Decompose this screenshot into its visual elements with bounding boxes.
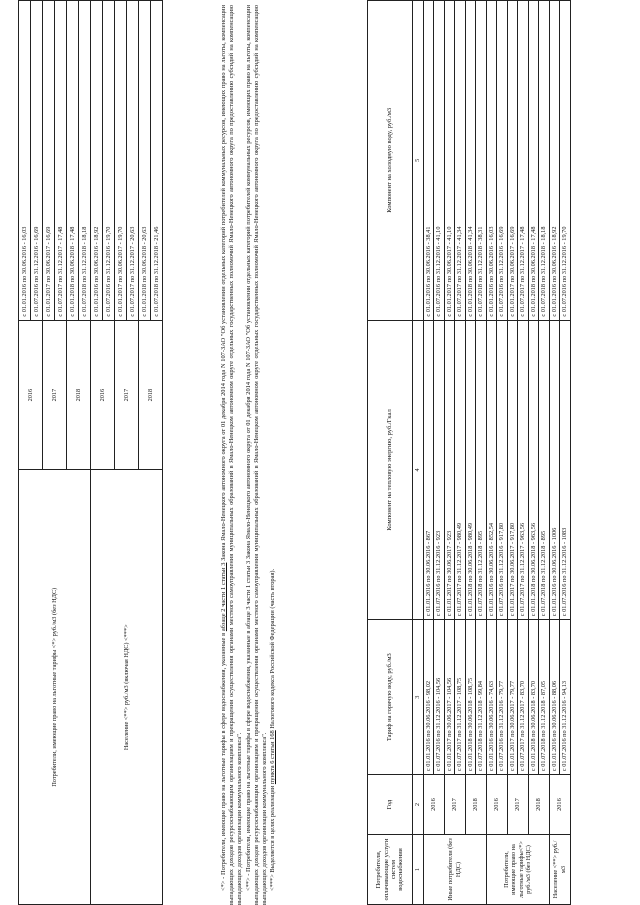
tax-code-link[interactable]: пункта 6 статьи 168 (269, 730, 277, 785)
column-header: Год (368, 775, 413, 835)
column-header: Потребители, оплачивающие услуги систем водоснабжения (368, 835, 413, 905)
cold-water-cell: с 01.01.2017 по 30.06.2017 - 41,10 (444, 1, 455, 321)
table-row (528, 1, 539, 905)
hot-water-cell: с 01.07.2016 по 31.12.2016 - 94,13 (560, 620, 571, 775)
footnote-1: <*> - Потребители, имеющие право на льготные тарифы в сфере водоснабжения, указанные в абзаце 2 части 1 статьи 3 Закона Ямало-Ненецкого автономного округа от 01 декабря 2014 года N 107-ЗАО "Об установлении отдельных категорий потребителей коммунальных ресурсов, имеющих право на льготы, компенсации выпадающих доходов ресурсоснабжающим организациям и прекращении осуществления органами местного самоуправления муниципальных образований в Ямало-Ненецком автономном округе отдельных государственных полномочий Ямало-Ненецкого автономного округа по предоставлению субсидий на компенсацию выпадающих доходов организации коммунального комплекса". (220, 5, 244, 905)
column-number: 3 (413, 620, 424, 775)
year-cell: 2018 (67, 320, 91, 470)
table-row (486, 1, 497, 905)
year-cell: 2018 (465, 775, 486, 835)
table-row (434, 1, 445, 905)
column-number-row (413, 1, 424, 905)
law-link[interactable]: абзаце 2 части 1 статьи 3 (220, 562, 227, 632)
year-cell: 2017 (507, 775, 528, 835)
table-row (497, 1, 508, 905)
table-row (19, 1, 31, 905)
cold-water-cell: с 01.01.2017 по 30.06.2017 - 16,69 (507, 1, 518, 321)
category-cell: Иные потребители (без НДС) (423, 835, 486, 905)
table-row (465, 1, 476, 905)
top-tariff-table (18, 0, 163, 905)
table-row (549, 1, 560, 905)
table-row (507, 1, 518, 905)
heat-cell: с 01.07.2017 по 31.12.2017 - 963,56 (518, 320, 529, 620)
cold-water-cell: с 01.07.2017 по 31.12.2017 - 41,34 (455, 1, 466, 321)
footnotes (220, 5, 277, 905)
heat-cell: с 01.01.2018 по 30.06.2018 - 963,56 (528, 320, 539, 620)
column-number: 4 (413, 320, 424, 620)
hot-water-cell: с 01.01.2016 по 30.06.2016 - 98,02 (423, 620, 434, 775)
cold-water-cell: с 01.07.2016 по 31.12.2016 - 41,10 (434, 1, 445, 321)
column-header: Тариф на горячую воду, руб./м3 (368, 620, 413, 775)
period-cell: с 01.07.2016 по 31.12.2016 - 16,69 (31, 1, 43, 321)
heat-cell: с 01.07.2016 по 31.12.2016 - 923 (434, 320, 445, 620)
heat-cell: с 01.01.2017 по 30.06.2017 - 923 (444, 320, 455, 620)
heat-cell: с 01.01.2018 по 30.06.2018 - 980,49 (465, 320, 476, 620)
heat-cell: с 01.07.2018 по 31.12.2018 - 895 (539, 320, 550, 620)
table-row (423, 1, 434, 905)
year-cell: 2017 (444, 775, 465, 835)
year-cell: 2016 (549, 775, 570, 835)
period-cell: с 01.01.2018 по 30.06.2018 - 20,63 (139, 1, 151, 321)
period-cell: с 01.07.2018 по 31.12.2018 - 18,18 (79, 1, 91, 321)
hot-water-cell: с 01.01.2018 по 30.06.2018 - 108,75 (465, 620, 476, 775)
category-cell: Население <**> руб./м3 (549, 835, 570, 905)
footnote-2: <**> - Потребители, имеющие право на льготные тарифы в сфере водоснабжения, указанные в абзаце 3 части 1 статьи 3 Закона Ямало-Ненецкого автономного округа от 01 декабря 2014 года N 107-ЗАО "Об установлении отдельных категорий потребителей коммунальных ресурсов, имеющих право на льготы, компенсации выпадающих доходов ресурсоснабжающим организациям и прекращении осуществления органами местного самоуправления муниципальных образований в Ямало-Ненецком автономном округе отдельных государственных полномочий Ямало-Ненецкого автономного округа по предоставлению субсидий на компенсацию выпадающих доходов организации коммунального комплекса". (244, 5, 269, 905)
heat-cell: с 01.01.2016 по 30.06.2016 - 1006 (549, 320, 560, 620)
period-cell: с 01.01.2016 по 30.06.2016 - 16,03 (19, 1, 31, 321)
cold-water-cell: с 01.01.2016 по 30.06.2016 - 16,03 (486, 1, 497, 321)
footnote-3: <***> Выделяется в целях реализации пункта 6 статьи 168 Налогового кодекса Российской Федерации (часть вторая). (269, 568, 277, 891)
column-number: 5 (413, 1, 424, 321)
year-cell: 2018 (528, 775, 549, 835)
hot-water-cell: с 01.07.2017 по 31.12.2017 - 108,75 (455, 620, 466, 775)
column-number: 1 (413, 835, 424, 905)
hot-water-cell: с 01.07.2018 по 31.12.2018 - 99,84 (476, 620, 487, 775)
heat-cell: с 01.07.2018 по 31.12.2018 - 895 (476, 320, 487, 620)
hot-water-cell: с 01.07.2017 по 31.12.2017 - 83,70 (518, 620, 529, 775)
cold-water-cell: с 01.01.2018 по 30.06.2018 - 41,34 (465, 1, 476, 321)
heat-cell: с 01.07.2017 по 31.12.2017 - 980,49 (455, 320, 466, 620)
main-tariff-table (367, 0, 571, 905)
table-row (539, 1, 550, 905)
column-header: Компонент на тепловую энергию, руб./Гкал (368, 320, 413, 620)
heat-cell: с 01.01.2016 по 30.06.2016 - 867 (423, 320, 434, 620)
table-row (455, 1, 466, 905)
column-number: 2 (413, 775, 424, 835)
period-cell: с 01.07.2018 по 31.12.2018 - 21,46 (151, 1, 163, 321)
hot-water-cell: с 01.07.2018 по 31.12.2018 - 87,05 (539, 620, 550, 775)
table-row (518, 1, 529, 905)
table-row (476, 1, 487, 905)
heat-cell: с 01.01.2017 по 30.06.2017 - 917,80 (507, 320, 518, 620)
cold-water-cell: с 01.01.2016 по 30.06.2016 - 18,92 (549, 1, 560, 321)
year-cell: 2018 (139, 320, 163, 470)
cold-water-cell: с 01.07.2017 по 31.12.2017 - 17,48 (518, 1, 529, 321)
hot-water-cell: с 01.07.2016 по 31.12.2016 - 104,56 (434, 620, 445, 775)
cold-water-cell: с 01.07.2018 по 31.12.2018 - 18,18 (539, 1, 550, 321)
category-cell: Потребители, имеющие право на льготные тарифы <*> руб./м3 (без НДС) (19, 470, 91, 905)
period-cell: с 01.01.2016 по 30.06.2016 - 18,92 (91, 1, 103, 321)
cold-water-cell: с 01.01.2016 по 30.06.2016 - 38,41 (423, 1, 434, 321)
cold-water-cell: с 01.07.2016 по 31.12.2016 - 16,69 (497, 1, 508, 321)
table-row (444, 1, 455, 905)
hot-water-cell: с 01.01.2018 по 30.06.2018 - 83,70 (528, 620, 539, 775)
year-cell: 2016 (91, 320, 115, 470)
period-cell: с 01.01.2017 по 30.06.2017 - 16,69 (43, 1, 55, 321)
table-row (560, 1, 571, 905)
period-cell: с 01.07.2017 по 31.12.2017 - 17,48 (55, 1, 67, 321)
hot-water-cell: с 01.01.2017 по 30.06.2017 - 79,77 (507, 620, 518, 775)
header-row (368, 1, 413, 905)
period-cell: с 01.07.2016 по 31.12.2016 - 19,70 (103, 1, 115, 321)
cold-water-cell: с 01.01.2018 по 30.06.2018 - 17,48 (528, 1, 539, 321)
period-cell: с 01.07.2017 по 31.12.2017 - 20,63 (127, 1, 139, 321)
year-cell: 2016 (19, 320, 43, 470)
heat-cell: с 01.07.2016 по 31.12.2016 - 1083 (560, 320, 571, 620)
cold-water-cell: с 01.07.2018 по 31.12.2018 - 38,31 (476, 1, 487, 321)
year-cell: 2016 (423, 775, 444, 835)
year-cell: 2017 (43, 320, 67, 470)
hot-water-cell: с 01.01.2016 по 30.06.2016 - 88,06 (549, 620, 560, 775)
hot-water-cell: с 01.01.2016 по 30.06.2016 - 74,63 (486, 620, 497, 775)
hot-water-cell: с 01.07.2016 по 31.12.2016 - 79,77 (497, 620, 508, 775)
period-cell: с 01.01.2017 по 30.06.2017 - 19,70 (115, 1, 127, 321)
category-cell: Потребители, имеющие право на льготные тарифы<*> руб./м3 (без НДС) (486, 835, 549, 905)
heat-cell: с 01.07.2016 по 31.12.2016 - 917,80 (497, 320, 508, 620)
heat-cell: с 01.01.2016 по 30.06.2016 - 852,54 (486, 320, 497, 620)
period-cell: с 01.01.2018 по 30.06.2018 - 17,48 (67, 1, 79, 321)
year-cell: 2017 (115, 320, 139, 470)
hot-water-cell: с 01.01.2017 по 30.06.2017 - 104,56 (444, 620, 455, 775)
cold-water-cell: с 01.07.2016 по 31.12.2016 - 19,70 (560, 1, 571, 321)
year-cell: 2016 (486, 775, 507, 835)
table-row (91, 1, 103, 905)
category-cell: Население <**> руб./м3 (включая НДС) <***> (91, 470, 163, 905)
column-header: Компонент на холодную воду, руб./м3 (368, 1, 413, 321)
